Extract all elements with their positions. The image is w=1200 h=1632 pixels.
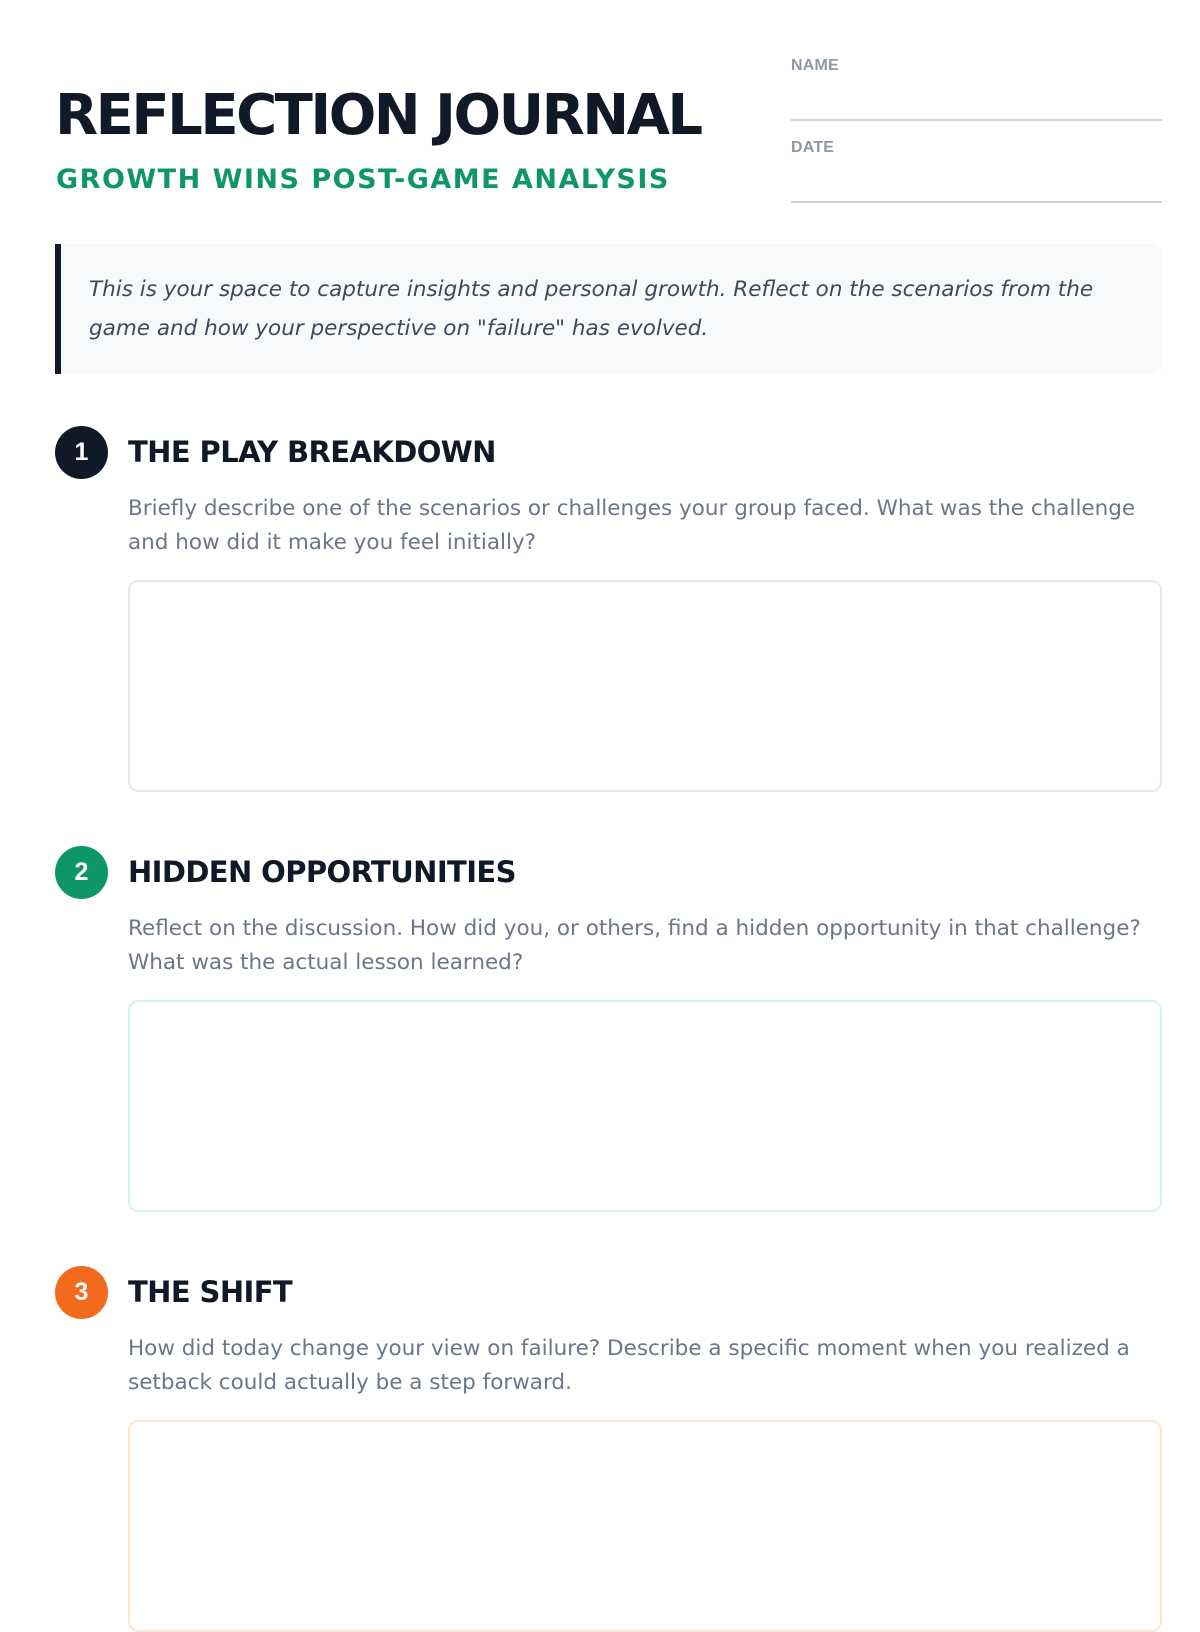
hidden-opportunities-answer-box[interactable] [128, 1000, 1162, 1212]
intro-callout [55, 244, 1162, 374]
name-label: NAME [791, 57, 839, 74]
section-number-badge: 1 [55, 426, 108, 479]
section-prompt: Reflect on the discussion. How did you, or others, find a hidden opportunity in that challenge? What was the actual lesson learned? [128, 916, 1141, 975]
name-field[interactable] [791, 119, 1162, 121]
the-shift-answer-box[interactable] [128, 1420, 1162, 1632]
section-number-badge: 2 [55, 846, 108, 899]
callout-accent-bar [55, 244, 61, 374]
section-title: HIDDEN OPPORTUNITIES [128, 855, 516, 889]
section-title: THE PLAY BREAKDOWN [128, 435, 496, 469]
journal-header [55, 0, 1162, 215]
page-title: REFLECTION JOURNAL [55, 83, 701, 148]
play-breakdown-answer-box[interactable] [128, 580, 1162, 792]
section-prompt: Briefly describe one of the scenarios or challenges your group faced. What was the challenge and how did it make you feel initially? [128, 496, 1136, 555]
section-number-badge: 3 [55, 1266, 108, 1319]
date-field[interactable] [791, 201, 1162, 203]
date-label: DATE [791, 139, 835, 156]
intro-text: This is your space to capture insights and personal growth. Reflect on the scenarios from the game and how your perspective on "failure" has evolved. [89, 277, 1094, 341]
page-subtitle: GROWTH WINS POST-GAME ANALYSIS [56, 164, 670, 195]
section-prompt: How did today change your view on failure? Describe a specific moment when you realized a setback could actually be a step forward. [128, 1336, 1130, 1395]
section-title: THE SHIFT [128, 1275, 293, 1309]
